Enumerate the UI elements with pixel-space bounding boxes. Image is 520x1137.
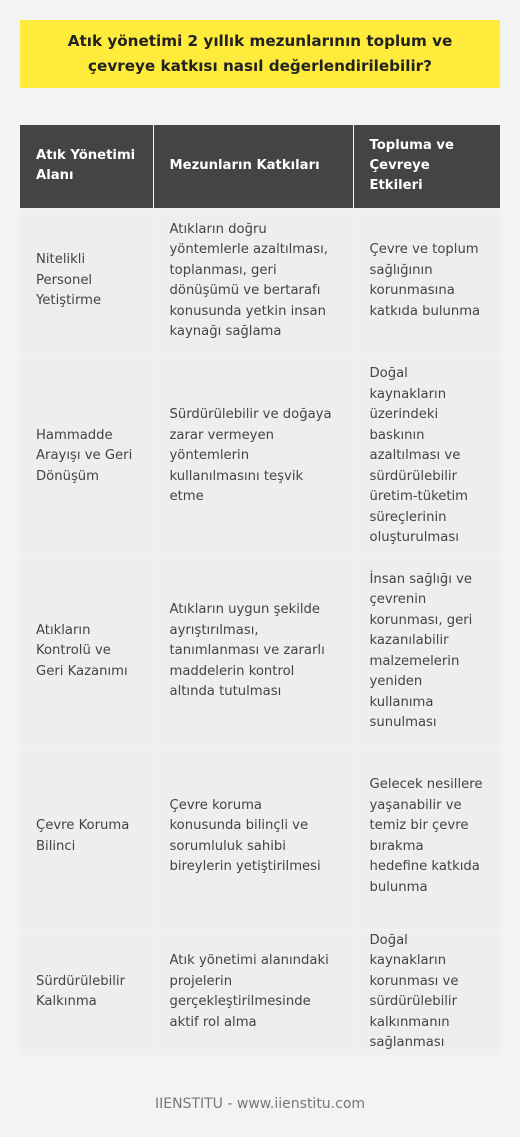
title-banner bbox=[20, 20, 500, 88]
cell-area: Atıkların Kontrolü ve Geri Kazanımı bbox=[20, 559, 153, 744]
table-row bbox=[20, 929, 500, 1055]
cell-area: Nitelikli Personel Yetiştirme bbox=[20, 208, 153, 354]
cell-contribution: Sürdürülebilir ve doğaya zarar vermeyen yöntemlerin kullanılmasını teşvik etme bbox=[153, 354, 353, 559]
footer-credit: IIENSTITU - www.iienstitu.com bbox=[154, 1096, 366, 1112]
cell-effect: İnsan sağlığı ve çevrenin korunması, geri kazanılabilir malzemelerin yeniden kullanıma sunulması bbox=[353, 559, 500, 744]
comparison-table bbox=[20, 125, 500, 1055]
table-header-row bbox=[20, 125, 500, 208]
cell-area: Sürdürülebilir Kalkınma bbox=[20, 929, 153, 1055]
table-row bbox=[20, 744, 500, 929]
table-row bbox=[20, 208, 500, 354]
cell-effect: Doğal kaynakların üzerindeki baskının azaltılması ve sürdürülebilir üretim-tüketim süreçlerinin oluşturulması bbox=[353, 354, 500, 559]
cell-effect: Doğal kaynakların korunması ve sürdürülebilir kalkınmanın sağlanması bbox=[353, 929, 500, 1055]
header-contributions: Mezunların Katkıları bbox=[153, 125, 353, 208]
cell-contribution: Atık yönetimi alanındaki projelerin gerçekleştirilmesinde aktif rol alma bbox=[153, 929, 353, 1055]
cell-area: Çevre Koruma Bilinci bbox=[20, 744, 153, 929]
table-row bbox=[20, 354, 500, 559]
cell-contribution: Atıkların doğru yöntemlerle azaltılması, toplanması, geri dönüşümü ve bertarafı konusunda yetkin insan kaynağı sağlama bbox=[153, 208, 353, 354]
page-title: Atık yönetimi 2 yıllık mezunlarının toplum ve çevreye katkısı nasıl değerlendirilebilir? bbox=[67, 32, 453, 75]
cell-area: Hammadde Arayışı ve Geri Dönüşüm bbox=[20, 354, 153, 559]
table-row bbox=[20, 559, 500, 744]
header-area: Atık Yönetimi Alanı bbox=[20, 125, 153, 208]
cell-effect: Çevre ve toplum sağlığının korunmasına katkıda bulunma bbox=[353, 208, 500, 354]
cell-effect: Gelecek nesillere yaşanabilir ve temiz bir çevre bırakma hedefine katkıda bulunma bbox=[353, 744, 500, 929]
cell-contribution: Atıkların uygun şekilde ayrıştırılması, tanımlanması ve zararlı maddelerin kontrol altında tutulması bbox=[153, 559, 353, 744]
cell-contribution: Çevre koruma konusunda bilinçli ve sorumluluk sahibi bireylerin yetiştirilmesi bbox=[153, 744, 353, 929]
header-effects: Topluma ve Çevreye Etkileri bbox=[353, 125, 500, 208]
